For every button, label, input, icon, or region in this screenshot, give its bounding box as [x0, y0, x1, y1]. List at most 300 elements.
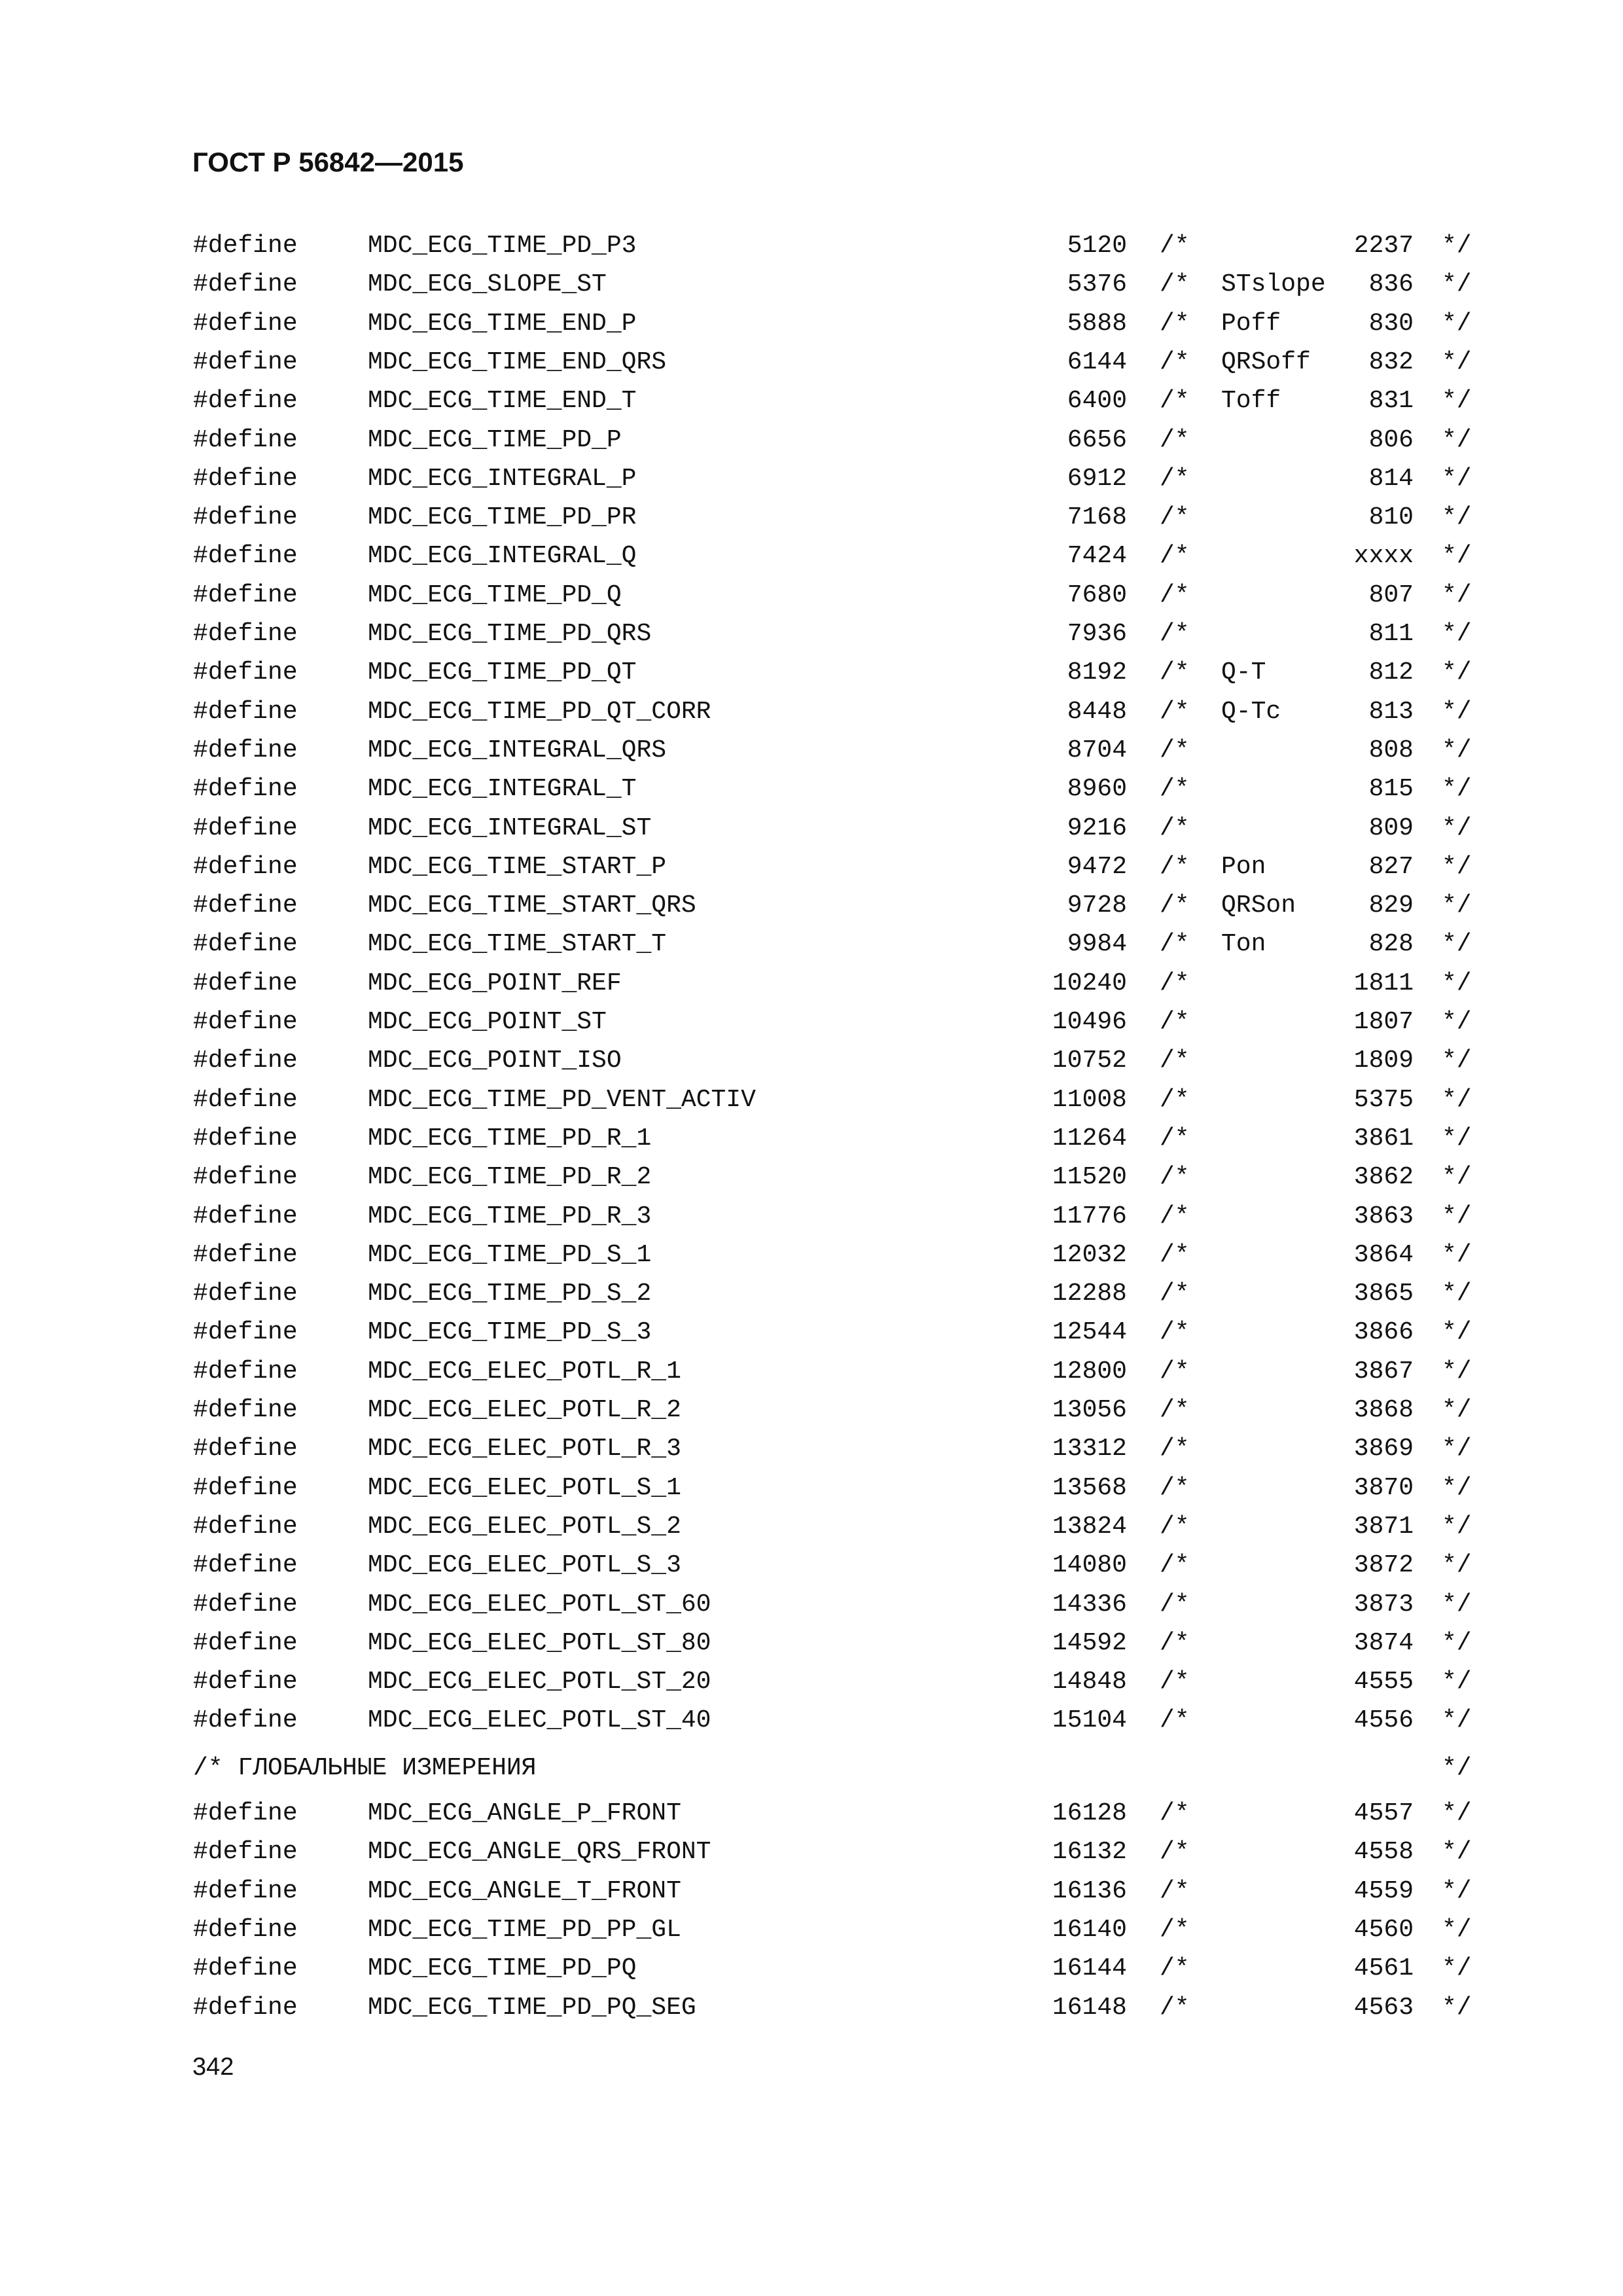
- comment-code: 3872: [1353, 1551, 1414, 1580]
- constant-value: 16136: [1052, 1876, 1127, 1905]
- constant-name: MDC_ECG_ELEC_POTL_S_2: [368, 1512, 681, 1541]
- constant-value: 6656: [1067, 425, 1127, 454]
- constant-value: 9216: [1067, 814, 1127, 842]
- constant-name: MDC_ECG_TIME_END_QRS: [368, 348, 667, 376]
- comment-close: */: [1442, 1668, 1472, 1696]
- comment-open: /*: [1160, 1008, 1190, 1036]
- define-row: [0, 344, 1623, 381]
- constant-value: 9984: [1067, 930, 1127, 959]
- constant-name: MDC_ECG_ELEC_POTL_ST_20: [368, 1668, 711, 1696]
- comment-close: */: [1442, 1954, 1472, 1983]
- comment-close: */: [1442, 348, 1472, 376]
- comment-open: /*: [1160, 1280, 1190, 1308]
- constant-name: MDC_ECG_INTEGRAL_QRS: [368, 736, 667, 764]
- define-keyword: #define: [193, 1799, 298, 1827]
- define-keyword: #define: [193, 1668, 298, 1696]
- comment-close: */: [1442, 1163, 1472, 1192]
- define-row: [0, 1950, 1623, 1987]
- comment-open: /*: [1160, 464, 1190, 493]
- comment-open: /*: [1160, 1163, 1190, 1192]
- comment-code: 812: [1368, 658, 1414, 687]
- define-row: [0, 732, 1623, 769]
- comment-close: */: [1442, 1473, 1472, 1502]
- define-keyword: #define: [193, 387, 298, 416]
- define-keyword: #define: [193, 620, 298, 648]
- define-row: [0, 1795, 1623, 1832]
- comment-open: /*: [1160, 232, 1190, 260]
- constant-name: MDC_ECG_TIME_PD_S_1: [368, 1240, 652, 1269]
- constant-name: MDC_ECG_TIME_PD_S_2: [368, 1280, 652, 1308]
- define-keyword: #define: [193, 1085, 298, 1114]
- comment-code: 814: [1368, 464, 1414, 493]
- constant-value: 5120: [1067, 232, 1127, 260]
- comment-code: 807: [1368, 581, 1414, 609]
- constant-name: MDC_ECG_TIME_PD_PQ_SEG: [368, 1993, 696, 2022]
- define-row: [0, 1873, 1623, 1910]
- comment-open: /*: [1160, 1512, 1190, 1541]
- constant-value: 14336: [1052, 1590, 1127, 1619]
- define-keyword: #define: [193, 1280, 298, 1308]
- define-keyword: #define: [193, 1008, 298, 1036]
- define-keyword: #define: [193, 1876, 298, 1905]
- comment-close: */: [1442, 1838, 1472, 1867]
- define-keyword: #define: [193, 542, 298, 571]
- comment-close: */: [1442, 503, 1472, 532]
- define-row: [0, 1276, 1623, 1312]
- define-keyword: #define: [193, 852, 298, 881]
- comment-close: */: [1442, 697, 1472, 726]
- comment-code: 3862: [1353, 1163, 1414, 1192]
- constant-value: 6912: [1067, 464, 1127, 493]
- define-row: [0, 655, 1623, 691]
- comment-open: /*: [1160, 1668, 1190, 1696]
- comment-code: 831: [1368, 387, 1414, 416]
- comment-code: 3871: [1353, 1512, 1414, 1541]
- comment-close: */: [1442, 1915, 1472, 1944]
- comment-close: */: [1442, 658, 1472, 687]
- define-row: [0, 306, 1623, 342]
- comment-annotation: STslope: [1221, 270, 1326, 299]
- define-keyword: #define: [193, 1706, 298, 1735]
- define-row: [0, 1159, 1623, 1196]
- comment-open: /*: [1160, 969, 1190, 997]
- comment-code: 4563: [1353, 1993, 1414, 2022]
- define-row: [0, 1509, 1623, 1545]
- constant-name: MDC_ECG_ELEC_POTL_R_3: [368, 1435, 681, 1463]
- constant-name: MDC_ECG_TIME_PD_P3: [368, 232, 637, 260]
- constant-name: MDC_ECG_ANGLE_T_FRONT: [368, 1876, 681, 1905]
- comment-open: /*: [1160, 736, 1190, 764]
- comment-code: 811: [1368, 620, 1414, 648]
- define-row: [0, 266, 1623, 303]
- define-keyword: #define: [193, 930, 298, 959]
- comment-open: /*: [1160, 1915, 1190, 1944]
- comment-close: */: [1442, 425, 1472, 454]
- define-row: [0, 965, 1623, 1002]
- define-row: [0, 771, 1623, 808]
- comment-open: /*: [1160, 1085, 1190, 1114]
- constant-name: MDC_ECG_INTEGRAL_ST: [368, 814, 652, 842]
- comment-code: 3861: [1353, 1124, 1414, 1153]
- comment-open: /*: [1160, 697, 1190, 726]
- constant-name: MDC_ECG_TIME_PD_R_2: [368, 1163, 652, 1192]
- comment-code: 813: [1368, 697, 1414, 726]
- comment-close: */: [1442, 1202, 1472, 1230]
- comment-close: */: [1442, 1396, 1472, 1424]
- comment-open: /*: [1160, 309, 1190, 338]
- comment-open: /*: [1160, 387, 1190, 416]
- comment-open: /*: [1160, 1435, 1190, 1463]
- constant-name: MDC_ECG_TIME_START_P: [368, 852, 667, 881]
- comment-annotation: Toff: [1221, 387, 1281, 416]
- define-keyword: #define: [193, 891, 298, 920]
- comment-open: /*: [1160, 1838, 1190, 1867]
- comment-code: 1811: [1353, 969, 1414, 997]
- define-row: [0, 1392, 1623, 1429]
- define-keyword: #define: [193, 1473, 298, 1502]
- comment-code: 2237: [1353, 232, 1414, 260]
- define-keyword: #define: [193, 1954, 298, 1983]
- comment-code: 4557: [1353, 1799, 1414, 1827]
- comment-open: /*: [1160, 1396, 1190, 1424]
- constant-name: MDC_ECG_ELEC_POTL_S_1: [368, 1473, 681, 1502]
- comment-open: /*: [1160, 1876, 1190, 1905]
- comment-close: */: [1442, 309, 1472, 338]
- comment-code: 4561: [1353, 1954, 1414, 1983]
- comment-open: /*: [1160, 270, 1190, 299]
- comment-close: */: [1442, 1124, 1472, 1153]
- constant-value: 11776: [1052, 1202, 1127, 1230]
- define-keyword: #define: [193, 1628, 298, 1657]
- define-row: [0, 1547, 1623, 1584]
- constant-value: 14080: [1052, 1551, 1127, 1580]
- define-keyword: #define: [193, 425, 298, 454]
- comment-close: */: [1442, 1512, 1472, 1541]
- define-row: [0, 926, 1623, 963]
- comment-close: */: [1442, 1876, 1472, 1905]
- constant-value: 14848: [1052, 1668, 1127, 1696]
- comment-code: 3865: [1353, 1280, 1414, 1308]
- page-number: 342: [192, 2053, 234, 2081]
- comment-open: /*: [1160, 542, 1190, 571]
- comment-code: 808: [1368, 736, 1414, 764]
- constant-value: 9728: [1067, 891, 1127, 920]
- constant-name: MDC_ECG_INTEGRAL_T: [368, 775, 637, 804]
- constant-value: 13568: [1052, 1473, 1127, 1502]
- comment-close: */: [1442, 1280, 1472, 1308]
- comment-close: */: [1442, 1706, 1472, 1735]
- comment-close: */: [1442, 736, 1472, 764]
- constant-name: MDC_ECG_TIME_END_T: [368, 387, 637, 416]
- define-row: [0, 422, 1623, 459]
- constant-value: 16148: [1052, 1993, 1127, 2022]
- constant-value: 9472: [1067, 852, 1127, 881]
- comment-close: */: [1442, 1047, 1472, 1075]
- constant-name: MDC_ECG_POINT_REF: [368, 969, 622, 997]
- comment-open: /*: [1160, 1954, 1190, 1983]
- define-keyword: #define: [193, 697, 298, 726]
- constant-name: MDC_ECG_TIME_START_T: [368, 930, 667, 959]
- comment-annotation: QRSoff: [1221, 348, 1311, 376]
- define-keyword: #define: [193, 736, 298, 764]
- comment-close: */: [1442, 1435, 1472, 1463]
- comment-code: 3870: [1353, 1473, 1414, 1502]
- define-keyword: #define: [193, 1124, 298, 1153]
- comment-close: */: [1442, 620, 1472, 648]
- constant-name: MDC_ECG_ANGLE_P_FRONT: [368, 1799, 681, 1827]
- comment-close: */: [1442, 1993, 1472, 2022]
- constant-value: 7424: [1067, 542, 1127, 571]
- define-keyword: #define: [193, 270, 298, 299]
- define-row: [0, 461, 1623, 497]
- constant-name: MDC_ECG_ELEC_POTL_ST_80: [368, 1628, 711, 1657]
- define-row: [0, 1121, 1623, 1157]
- constant-value: 6400: [1067, 387, 1127, 416]
- page-title: ГОСТ Р 56842—2015: [192, 147, 464, 177]
- comment-code: 1807: [1353, 1008, 1414, 1036]
- constant-value: 8960: [1067, 775, 1127, 804]
- constant-name: MDC_ECG_TIME_PD_R_1: [368, 1124, 652, 1153]
- comment-close: */: [1442, 270, 1472, 299]
- comment-open: /*: [1160, 1240, 1190, 1269]
- define-keyword: #define: [193, 1512, 298, 1541]
- comment-close: */: [1442, 232, 1472, 260]
- comment-open: /*: [1160, 930, 1190, 959]
- comment-close: */: [1442, 1628, 1472, 1657]
- constant-value: 11520: [1052, 1163, 1127, 1192]
- constant-name: MDC_ECG_SLOPE_ST: [368, 270, 607, 299]
- comment-close: */: [1442, 1590, 1472, 1619]
- comment-open: /*: [1160, 1706, 1190, 1735]
- define-row: [0, 1043, 1623, 1079]
- comment-annotation: Pon: [1221, 852, 1266, 881]
- constant-name: MDC_ECG_TIME_PD_QT_CORR: [368, 697, 711, 726]
- comment-code: 5375: [1353, 1085, 1414, 1114]
- comment-code: 3873: [1353, 1590, 1414, 1619]
- section-comment-row: [0, 1750, 1623, 1787]
- section-comment-text: /* ГЛОБАЛЬНЫЕ ИЗМЕРЕНИЯ: [193, 1754, 537, 1782]
- constant-value: 14592: [1052, 1628, 1127, 1657]
- comment-open: /*: [1160, 891, 1190, 920]
- constant-value: 15104: [1052, 1706, 1127, 1735]
- comment-open: /*: [1160, 658, 1190, 687]
- comment-close: */: [1442, 1085, 1472, 1114]
- comment-annotation: Q-T: [1221, 658, 1266, 687]
- define-row: [0, 1237, 1623, 1274]
- comment-code: 3866: [1353, 1318, 1414, 1347]
- comment-open: /*: [1160, 1590, 1190, 1619]
- comment-open: /*: [1160, 425, 1190, 454]
- constant-value: 7936: [1067, 620, 1127, 648]
- define-keyword: #define: [193, 309, 298, 338]
- comment-close: */: [1442, 814, 1472, 842]
- constant-value: 8192: [1067, 658, 1127, 687]
- constant-name: MDC_ECG_TIME_PD_R_3: [368, 1202, 652, 1230]
- define-row: [0, 1912, 1623, 1948]
- constant-name: MDC_ECG_TIME_PD_Q: [368, 581, 622, 609]
- constant-value: 16132: [1052, 1838, 1127, 1867]
- define-row: [0, 1004, 1623, 1041]
- define-keyword: #define: [193, 1396, 298, 1424]
- constant-name: MDC_ECG_TIME_PD_PP_GL: [368, 1915, 681, 1944]
- constant-name: MDC_ECG_TIME_PD_VENT_ACTIV: [368, 1085, 756, 1114]
- define-row: [0, 1470, 1623, 1507]
- constant-value: 7168: [1067, 503, 1127, 532]
- constant-name: MDC_ECG_TIME_END_P: [368, 309, 637, 338]
- define-keyword: #define: [193, 1551, 298, 1580]
- constant-name: MDC_ECG_TIME_PD_P: [368, 425, 622, 454]
- define-row: [0, 1082, 1623, 1119]
- constant-name: MDC_ECG_ELEC_POTL_ST_40: [368, 1706, 711, 1735]
- comment-code: 3864: [1353, 1240, 1414, 1269]
- comment-close: */: [1442, 1357, 1472, 1386]
- comment-code: 3868: [1353, 1396, 1414, 1424]
- comment-close: */: [1442, 1551, 1472, 1580]
- define-keyword: #define: [193, 464, 298, 493]
- comment-code: 1809: [1353, 1047, 1414, 1075]
- define-row: [0, 1702, 1623, 1739]
- comment-open: /*: [1160, 1799, 1190, 1827]
- define-row: [0, 1431, 1623, 1467]
- comment-code: 4555: [1353, 1668, 1414, 1696]
- comment-code: 4559: [1353, 1876, 1414, 1905]
- constant-value: 11264: [1052, 1124, 1127, 1153]
- constant-value: 13312: [1052, 1435, 1127, 1463]
- comment-open: /*: [1160, 852, 1190, 881]
- constant-name: MDC_ECG_TIME_PD_PR: [368, 503, 637, 532]
- constant-name: MDC_ECG_POINT_ISO: [368, 1047, 622, 1075]
- define-row: [0, 1314, 1623, 1351]
- define-row: [0, 616, 1623, 653]
- define-keyword: #define: [193, 1202, 298, 1230]
- define-keyword: #define: [193, 232, 298, 260]
- define-row: [0, 577, 1623, 614]
- define-keyword: #define: [193, 658, 298, 687]
- define-row: [0, 1587, 1623, 1623]
- comment-close: */: [1442, 969, 1472, 997]
- comment-open: /*: [1160, 1628, 1190, 1657]
- constant-value: 10240: [1052, 969, 1127, 997]
- constant-value: 12800: [1052, 1357, 1127, 1386]
- define-keyword: #define: [193, 581, 298, 609]
- define-row: [0, 810, 1623, 847]
- define-row: [0, 1354, 1623, 1390]
- define-row: [0, 888, 1623, 924]
- comment-open: /*: [1160, 1047, 1190, 1075]
- comment-code: 3869: [1353, 1435, 1414, 1463]
- comment-code: 3863: [1353, 1202, 1414, 1230]
- comment-close: */: [1442, 891, 1472, 920]
- comment-open: /*: [1160, 814, 1190, 842]
- comment-annotation: Poff: [1221, 309, 1281, 338]
- define-keyword: #define: [193, 1318, 298, 1347]
- define-keyword: #define: [193, 1163, 298, 1192]
- define-keyword: #define: [193, 1915, 298, 1944]
- comment-close: */: [1442, 930, 1472, 959]
- comment-code: xxxx: [1353, 542, 1414, 571]
- constant-name: MDC_ECG_ANGLE_QRS_FRONT: [368, 1838, 711, 1867]
- define-row: [0, 383, 1623, 420]
- define-keyword: #define: [193, 503, 298, 532]
- comment-open: /*: [1160, 348, 1190, 376]
- define-keyword: #define: [193, 1047, 298, 1075]
- constant-name: MDC_ECG_TIME_PD_QT: [368, 658, 637, 687]
- define-row: [0, 1625, 1623, 1662]
- constant-value: 8448: [1067, 697, 1127, 726]
- constant-name: MDC_ECG_TIME_START_QRS: [368, 891, 696, 920]
- define-keyword: #define: [193, 1590, 298, 1619]
- constant-value: 13824: [1052, 1512, 1127, 1541]
- comment-close: */: [1442, 542, 1472, 571]
- comment-code: 827: [1368, 852, 1414, 881]
- constant-name: MDC_ECG_TIME_PD_QRS: [368, 620, 652, 648]
- define-row: [0, 1834, 1623, 1871]
- define-keyword: #define: [193, 775, 298, 804]
- define-row: [0, 694, 1623, 730]
- constant-name: MDC_ECG_TIME_PD_PQ: [368, 1954, 637, 1983]
- define-keyword: #define: [193, 1357, 298, 1386]
- define-keyword: #define: [193, 1838, 298, 1867]
- constant-value: 12288: [1052, 1280, 1127, 1308]
- define-row: [0, 228, 1623, 264]
- comment-code: 3874: [1353, 1628, 1414, 1657]
- comment-open: /*: [1160, 1124, 1190, 1153]
- constant-value: 7680: [1067, 581, 1127, 609]
- comment-code: 4558: [1353, 1838, 1414, 1867]
- constant-name: MDC_ECG_TIME_PD_S_3: [368, 1318, 652, 1347]
- section-comment-close: */: [1442, 1754, 1472, 1782]
- define-keyword: #define: [193, 969, 298, 997]
- constant-value: 13056: [1052, 1396, 1127, 1424]
- constant-value: 5888: [1067, 309, 1127, 338]
- constant-value: 10496: [1052, 1008, 1127, 1036]
- constant-value: 16144: [1052, 1954, 1127, 1983]
- constant-value: 10752: [1052, 1047, 1127, 1075]
- constant-name: MDC_ECG_POINT_ST: [368, 1008, 607, 1036]
- constant-name: MDC_ECG_ELEC_POTL_S_3: [368, 1551, 681, 1580]
- comment-open: /*: [1160, 503, 1190, 532]
- comment-open: /*: [1160, 581, 1190, 609]
- define-row: [0, 1664, 1623, 1700]
- constant-value: 8704: [1067, 736, 1127, 764]
- comment-code: 830: [1368, 309, 1414, 338]
- constant-value: 11008: [1052, 1085, 1127, 1114]
- comment-close: */: [1442, 1240, 1472, 1269]
- define-row: [0, 1990, 1623, 2026]
- comment-annotation: Q-Tc: [1221, 697, 1281, 726]
- constant-value: 6144: [1067, 348, 1127, 376]
- comment-close: */: [1442, 387, 1472, 416]
- constant-name: MDC_ECG_INTEGRAL_P: [368, 464, 637, 493]
- comment-close: */: [1442, 775, 1472, 804]
- constant-name: MDC_ECG_INTEGRAL_Q: [368, 542, 637, 571]
- comment-open: /*: [1160, 1202, 1190, 1230]
- constant-value: 16140: [1052, 1915, 1127, 1944]
- comment-open: /*: [1160, 1473, 1190, 1502]
- define-keyword: #define: [193, 1993, 298, 2022]
- comment-close: */: [1442, 1008, 1472, 1036]
- comment-code: 836: [1368, 270, 1414, 299]
- define-row: [0, 538, 1623, 575]
- comment-annotation: QRSon: [1221, 891, 1296, 920]
- constant-name: MDC_ECG_ELEC_POTL_ST_60: [368, 1590, 711, 1619]
- define-row: [0, 849, 1623, 886]
- comment-code: 810: [1368, 503, 1414, 532]
- comment-close: */: [1442, 1799, 1472, 1827]
- comment-code: 832: [1368, 348, 1414, 376]
- comment-code: 829: [1368, 891, 1414, 920]
- comment-code: 828: [1368, 930, 1414, 959]
